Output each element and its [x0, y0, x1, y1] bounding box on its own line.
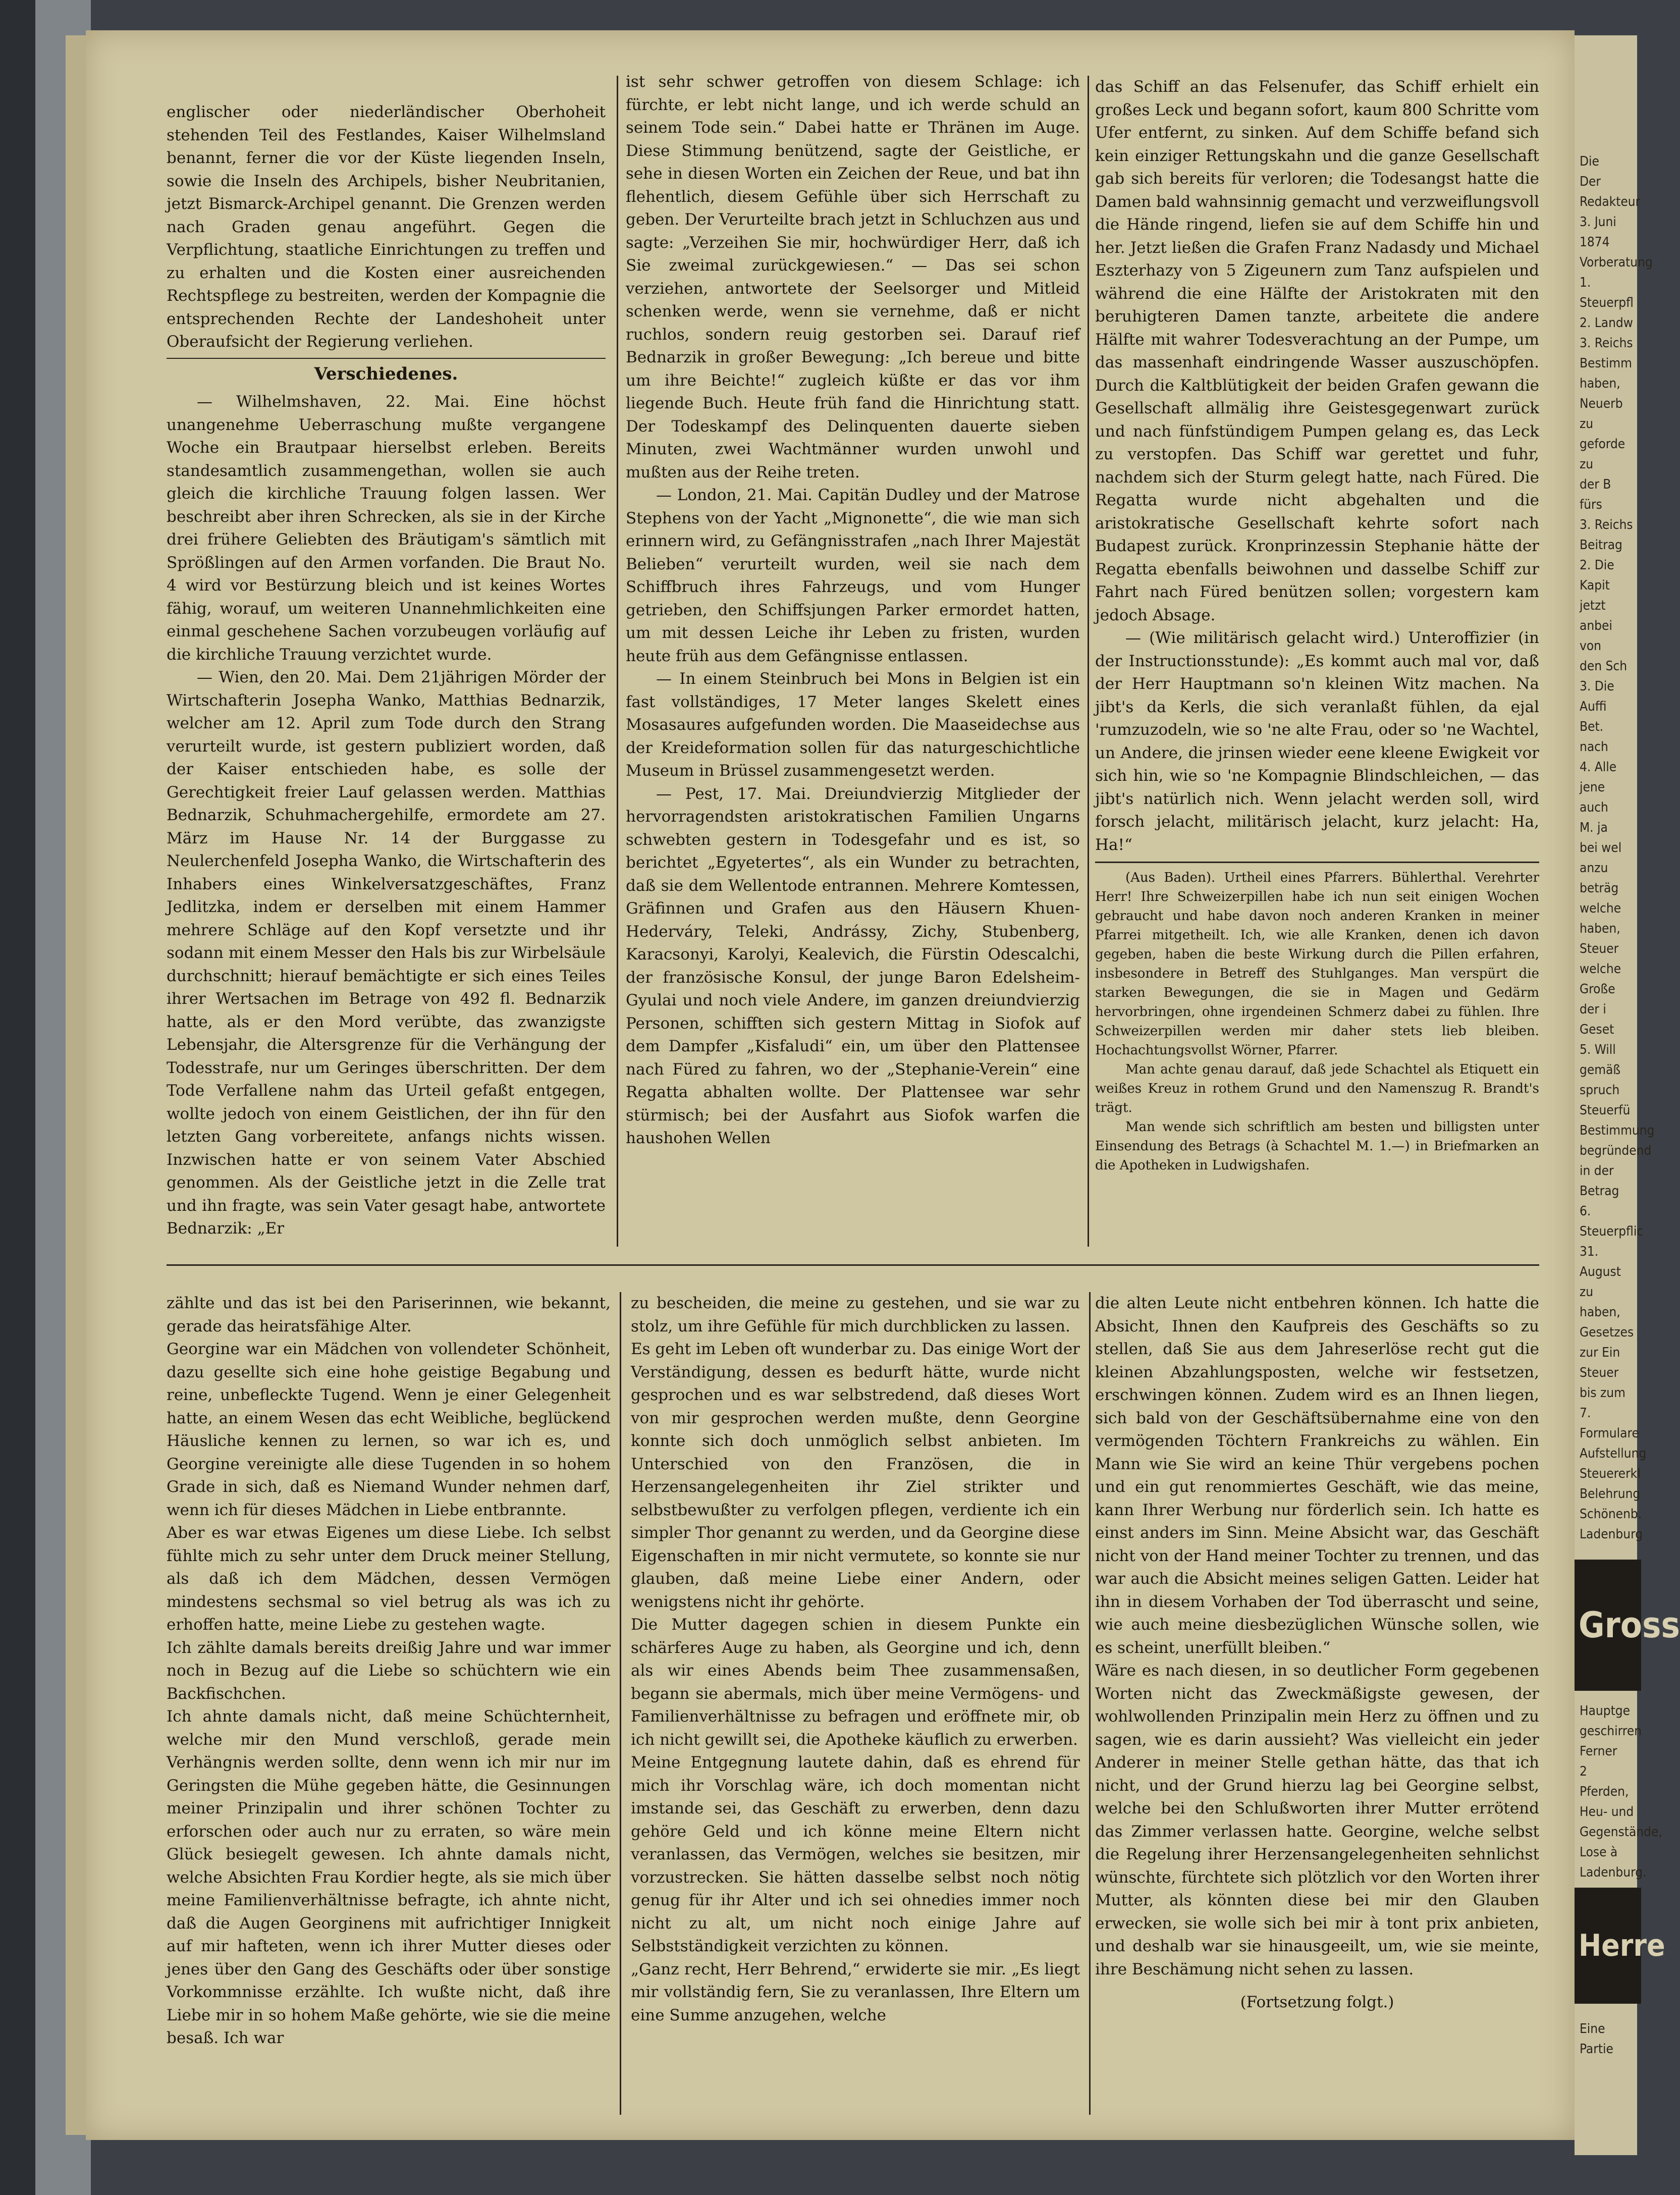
adjacent-page-text-lower: Hauptge geschirren Ferner 2 Pferden, Heu- und Gegenstände, Lose à Ladenburg.	[1580, 1703, 1662, 1880]
adjacent-page-banner: Gross	[1575, 1560, 1641, 1691]
feuilleton-column-1	[167, 1292, 611, 2050]
story-text: die alten Leute nicht entbehren können. Ich hatte die Absicht, Ihnen den Kaufpreis des Geschäfts so zu stellen, daß Sie aus dem Jahreserlöse recht gut die kleinen Abzahlungsposten, welche wir festsetzen, erschwingen können. Zudem wird es an Ihnen liegen, sich bald von der Geschäftsübernahme eine von den vermögenden Töchtern Frankreichs zu wählen. Ein Mann wie Sie wird an keine Thür vergebens pochen und ein gut renommiertes Geschäft, wie das meine, kann Ihrer Werbung nur förderlich sein. Ich hatte es einst anders im Sinn. Meine Absicht war, das Geschäft nicht von der Hand meiner Tochter zu trennen, und das war auch die Absicht meines seligen Gatten. Leider hat ihn in diesem Vorhaben der Tod überrascht und seine, wie auch meine diesbezüglichen Wünsche sollen, wie es scheint, unerfüllt bleiben.“ Wäre es nach diesen, in so deutlicher Form gegebenen Worten nicht das Zweckmäßigste gewesen, der wohlwollenden Prinzipalin mein Herz zu öffnen und zu sagen, wie es darin aussieht? Was vielleicht ein jeder Anderer in meiner Stelle gethan hätte, das that ich nicht, und der Grund hierzu lag bei Georgine selbst, welche bei den Schlußworten ihrer Mutter errötend das Zimmer verlassen hatte. Georgine, welche selbst die Regelung ihrer Herzensangelegenheiten sehnlichst wünschte, fürchtete sich plötzlich vor den Worten ihrer Mutter, als könnten diese bei mir den Glauben erwecken, sie wolle sich bei mir à tont prix anbieten, und deshalb war sie hinausgeeilt, um, wie sie meinte, ihre Beschämung nicht sehen zu lassen.	[1095, 1294, 1539, 1978]
column-divider	[617, 76, 618, 1247]
continuation-note: (Fortsetzung folgt.)	[1240, 1993, 1394, 2011]
feuilleton-rule	[167, 1264, 1539, 1266]
feuilleton-column-3	[1095, 1292, 1539, 2014]
article-pest: — Pest, 17. Mai. Dreiundvierzig Mitglieder der hervorragendsten aristokratischen Familien Ungarns schwebten gestern in Todesgefahr und es ist, so berichtet „Egyetertes“, als ein Wunder zu betrachten, daß sie dem Wellentode entrannen. Mehrere Komtessen, Gräfinnen und Grafen aus den Häusern Khuen-Hederváry, Teleki, Andrássy, Zichy, Stubenberg, Karacsonyi, Karolyi, Kealevich, die Fürstin Odescalchi, der französische Konsul, der junge Baron Edelsheim-Gyulai und noch viele Andere, im ganzen dreiundvierzig Personen, schifften sich gestern Mittag in Siofok auf dem Dampfer „Kisfaludi“ ein, um über den Plattensee nach Füred zu fahren, wo der „Stephanie-Verein“ eine Regatta abhalten wollte. Der Plattensee war sehr stürmisch; bei der Ausfahrt aus Siofok warfen die haushohen Wellen	[626, 784, 1080, 1147]
story-text: zählte und das ist bei den Pariserinnen, wie bekannt, gerade das heiratsfähige Alter. Georgine war ein Mädchen von vollendeter Schönheit, dazu gesellte sich eine hohe geistige Begabung und reine, unbefleckte Tugend. Wenn je einer Gelegenheit hatte, an einem Wesen das echt Weibliche, beglückend Häusliche kennen zu lernen, so war ich es, und Georgine vereinigte alle diese Tugenden in so hohem Grade in sich, daß es Niemand Wunder nehmen darf, wenn ich für dieses Mädchen in Liebe entbrannte. Aber es war etwas Eigenes um diese Liebe. Ich selbst fühlte mich zu sehr unter dem Druck meiner Stellung, als daß ich dem Mädchen, dessen Vermögen mindestens sechsmal so viel betrug als was ich zu erhoffen hatte, meine Liebe zu gestehen wagte. Ich zählte damals bereits dreißig Jahre und war immer noch in Bezug auf die Liebe so schüchtern wie ein Backfischchen. Ich ahnte damals nicht, daß meine Schüchternheit, welche mir den Mund verschloß, gerade mein Verhängnis werden sollte, denn wenn ich mir nur im Geringsten die Mühe gegeben hätte, die Gesinnungen meiner Prinzipalin und ihrer schönen Tochter zu erforschen oder auch nur zu erraten, so wäre mein Glück besiegelt gewesen. Ich ahnte damals nicht, welche Absichten Frau Kordier hegte, als sie mich über meine Familienverhältnisse befragte, ich ahnte nicht, daß die Augen Georginens mit aufrichtiger Innigkeit auf mir hafteten, wenn ich ihrer Mutter dieses oder jenes über den Gang des Geschäfts oder über sonstige Vorkommnisse erzählte. Ich wußte nicht, daß ihre Liebe mir in so hohem Maße gehörte, wie sie die meine besaß. Ich war	[167, 1294, 611, 2047]
adjacent-page	[1575, 35, 1680, 2155]
column-divider	[1089, 1292, 1091, 2115]
article-mons: — In einem Steinbruch bei Mons in Belgien ist ein fast vollständiges, 17 Meter langes Skelett eines Mosasaures aufgefunden worden. Die Maaseidechse aus der Kreideformation sollen für das naturgeschichtliche Museum in Brüssel zusammengesetzt werden.	[626, 670, 1080, 780]
adjacent-page-text-tail: Eine Partie	[1580, 2021, 1613, 2057]
article-militaerisch: — (Wie militärisch gelacht wird.) Unteroffizier (in der Instructionsstunde): „Es kommt auch mal vor, daß der Herr Hauptmann so'n kleinen Witz machen. Na jibt's da Kerls, die sich veranlaßt fühlen, da ejal 'rumzuzodeln, wie so 'ne alte Frau, oder so 'ne Wachtel, un Andere, die jrinsen wieder eene kleene Ewigkeit vor sich hin, wie so 'ne Kompagnie Blindschleichen, — das jibt's natürlich nich. Wenn jelacht werden soll, wird forsch jelacht, militärisch jelacht, kurz jelacht: Ha, Ha!“	[1095, 629, 1539, 854]
article-pest-continued: das Schiff an das Felsenufer, das Schiff erhielt ein großes Leck und begann sofort, kaum 800 Schritte vom Ufer entfernt, zu sinken. Auf dem Schiffe befand sich kein einziger Rettungskahn und die ganze Gesellschaft gab sich bereits für verloren; die Todesangst hatte die Damen bald wahnsinnig gemacht und verzweiflungsvoll die Hände ringend, liefen sie auf dem Schiffe hin und her. Jetzt ließen die Grafen Franz Nadasdy und Michael Eszterhazy von 5 Zigeunern zum Tanz aufspielen und während die eine Hälfte der Aristokraten mit den beruhigteren Damen tanzte, arbeitete die andere Hälfte mit wahrer Todesverachtung an der Pumpe, um das massenhaft eindringende Wasser auszuschöpfen. Durch die Kaltblütigkeit der beiden Grafen gewann die Gesellschaft allmälig ihre Geistesgegenwart zurück und nach fünfstündigem Pumpen gelang es, das Leck zu verstopfen. Das Schiff war gerettet und fuhr, nachdem sich der Sturm gelegt hatte, nach Füred. Die Regatta wurde nicht abgehalten und die aristokratische Gesellschaft kehrte sofort nach Budapest zurück. Kronprinzessin Stephanie hätte der Regatta ebenfalls beiwohnen und dasselbe Schiff zur Fahrt nach Füred benützen sollen; vorgestern kam jedoch Absage.	[1095, 78, 1539, 624]
article-wien-continued: ist sehr schwer getroffen von diesem Schlage: ich fürchte, er lebt nicht lange, und ich werde schuld an seinem Tode sein.“ Dabei hatte er Thränen im Auge. Diese Stimmung benützend, sagte der Geistliche, er sehe in diesen Worten ein Zeichen der Reue, und bat ihn flehentlich, diesem Gefühle über sich Herrschaft zu geben. Der Verurteilte brach jetzt in Schluchzen aus und sagte: „Verzeihen Sie mir, hochwürdiger Herr, daß ich Sie zweimal zurückgewiesen.“ — Das sei schon verziehen, antwortete der Seelsorger und Mitleid schenken werde, wenn sie vernehme, daß er nicht ruchlos, sondern reuig gestorben sei. Darauf rief Bednarzik in großer Bewegung: „Ich bereue und bitte um ihre Beichte!“ zugleich küßte er das vor ihm liegende Buch. Heute früh fand die Hinrichtung statt. Der Todeskampf des Delinquenten dauerte sieben Minuten, zwei Wachtmänner wurden unwohl und mußten aus der Reihe treten.	[626, 73, 1080, 481]
adjacent-page-banner-2: Herre	[1575, 1888, 1641, 2004]
advert-divider	[1095, 862, 1539, 863]
article-wilhelmshaven: — Wilhelmshaven, 22. Mai. Eine höchst unangenehme Ueberraschung mußte vergangene Woche ein Brautpaar hierselbst erleben. Bereits standesamtlich zusammengethan, wollen sie auch gleich die kirchliche Trauung folgen lassen. Wer beschreibt aber ihren Schrecken, als sie in der Kirche drei frühere Geliebten des Bräutigam's sämtlich mit Sprößlingen auf den Armen vorfanden. Die Braut No. 4 wird vor Bestürzung bleich und ist keines Wortes fähig, worauf, um weiteren Unannehmlichkeiten eine einmal geschehene Sachen vorzubeugen vorläufig auf die kirchliche Trauung verzichtet wurde.	[167, 393, 606, 664]
column-1	[167, 101, 606, 1241]
advert-schweizerpillen: (Aus Baden). Urtheil eines Pfarrers. Bühlerthal. Verehrter Herr! Ihre Schweizerpillen habe ich nun seit einigen Wochen gebraucht und habe davon noch anderen Kranken in meiner Pfarrei mitgetheilt. Ich, wie alle Kranken, denen ich davon gegeben, haben die beste Wirkung durch die Pillen erfahren, insbesondere in Betreff des Stuhlganges. Man verspürt die starken Bewegungen, die sie in Magen und Gedärm hervorbringen, ohne irgendeinen Schmerz dabei zu fühlen. Ihre Schweizerpillen werden mir daher stets lieb bleiben. Hochachtungsvollst Wörner, Pfarrer.	[1095, 870, 1539, 1058]
column-divider	[620, 1292, 621, 2115]
section-divider	[167, 358, 606, 359]
section-heading-verschiedenes: Verschiedenes.	[314, 363, 458, 384]
scanner-background	[0, 0, 35, 2195]
advert-bestellung: Man wende sich schriftlich am besten und billigsten unter Einsendung des Betrags (à Schachtel M. 1.—) in Briefmarken an die Apotheken in Ludwigshafen.	[1095, 1119, 1539, 1173]
adjacent-page-text: Die Der Redakteur 3. Juni 1874 Vorberatung 1. Steuerpfl 2. Landw 3. Reichs Bestimm haben, Neuerb zu geforde zu der B fürs 3. Reichs Beitrag 2. Die Kapit jetzt anbei von den Sch 3. Die Auffi Bet. nach 4. Alle jene auch M. ja bei wel anzu beträg welche haben, Steuer welche Große der i Geset 5. Will gemäß spruch Steuerfü Bestimmung begründend in der Betrag 6. Steuerpflic 31. August zu haben, Gesetzes zur Ein Steuer bis zum 7. Formulare Aufstellung Steuererkl Belehrung Schönenb. Ladenburg	[1580, 154, 1655, 1542]
story-text: zu bescheiden, die meine zu gestehen, und sie war zu stolz, um ihre Gefühle für mich durchblicken zu lassen. Es geht im Leben oft wunderbar zu. Das einige Wort der Verständigung, dessen es bedurft hätte, wurde nicht gesprochen und es war selbstredend, daß dieses Wort von mir gesprochen werden mußte, denn Georgine konnte sich doch unmöglich selbst anbieten. Im Unterschied von den Französen, die in Herzensangelegenheiten ihr Ziel strikter und selbstbewußter zu verfolgen pflegen, verdiente ich ein simpler Thor genannt zu werden, und da Georgine diese Eigenschaften in mir nicht vermutete, so konnte sie nur glauben, daß meine Liebe einer Andern, oder wenigstens nicht ihr gehörte. Die Mutter dagegen schien in diesem Punkte ein schärferes Auge zu haben, als Georgine und ich, denn als wir eines Abends beim Thee zusammensaßen, begann sie abermals, mich über meine Vermögens- und Familienverhältnisse zu befragen und eröffnete mir, ob ich nicht gewillt sei, die Apotheke käuflich zu erwerben. Meine Entgegnung lautete dahin, daß es ehrend für mich ihr Vorschlag wäre, ich doch momentan nicht imstande sei, das Geschäft zu erwerben, denn dazu gehöre Geld und ich könne meine Eltern nicht veranlassen, das Vermögen, welches sie besitzen, mir vorzustrecken. Sie hätten dasselbe selbst noch nötig genug für ihr Alter und ich sei ohnedies immer noch nicht zu alt, um nicht noch einige Jahre auf Selbstständigkeit verzichten zu können. „Ganz recht, Herr Behrend,“ erwiderte sie mir. „Es liegt mir vollständig fern, Sie zu veranlassen, Ihre Eltern um eine Summe anzugehen, welche	[631, 1294, 1080, 2024]
feuilleton-column-2	[631, 1292, 1080, 2027]
column-3	[1095, 76, 1539, 1175]
article-london: — London, 21. Mai. Capitän Dudley und der Matrose Stephens von der Yacht „Mignonette“, die wie man sich erinnern wird, zu Gefängnisstrafen „nach Ihrer Majestät Belieben“ verurteilt wurden, weil sie nach dem Schiffbruch ihres Fahrzeugs, und vom Hunger getrieben, den Schiffsjungen Parker ermordet hatten, um mit dessen Leiche ihr Leben zu fristen, wurden heute früh aus dem Gefängnisse entlassen.	[626, 486, 1080, 665]
article-wien: — Wien, den 20. Mai. Dem 21jährigen Mörder der Wirtschafterin Josepha Wanko, Matthias Bednarzik, welcher am 12. April zum Tode durch den Strang verurteilt wurde, ist gestern publiziert worden, daß der Kaiser entschieden habe, es solle der Gerechtigkeit freier Lauf gelassen werden. Matthias Bednarzik, Schuhmachergehilfe, ermordete am 27. März im Hause Nr. 14 der Burggasse zu Neulerchenfeld Josepha Wanko, die Wirtschafterin des Inhabers eines Winkelversatzgeschäftes, Franz Jedlitzka, indem er derselben mit einem Hammer mehrere Schläge auf den Kopf versetzte und ihr sodann mit einem Messer den Hals bis zur Wirbelsäule durchschnitt; hierauf bemächtigte er sich eines Teiles ihrer Wertsachen im Betrage von 492 fl. Bednarzik hatte, als er den Mord verübte, das zwanzigste Lebensjahr, die Altersgrenze für die Verhängung der Todesstrafe, nur um Geringes überschritten. Der dem Tode Verfallene nahm das Urteil gefaßt entgegen, wollte jedoch von einem Geistlichen, der ihn für den letzten Gang vorbereitete, anfangs nichts wissen. Inzwischen hatte er von seinem Vater Abschied genommen. Als der Geistliche jetzt in die Zelle trat und ihn fragte, was sein Vater gesagt habe, antwortete Bednarzik: „Er	[167, 668, 606, 1238]
column-2	[626, 71, 1080, 1150]
column-divider	[1088, 76, 1089, 1247]
advert-etiquett: Man achte genau darauf, daß jede Schachtel als Etiquett ein weißes Kreuz in rothem Grund und den Namenszug R. Brandt's trägt.	[1095, 1062, 1539, 1115]
colonial-text: englischer oder niederländischer Oberhoheit stehenden Teil des Festlandes, Kaiser Wilhelmsland benannt, ferner die vor der Küste liegenden Inseln, sowie die Inseln des Archipels, bisher Neubritanien, jetzt Bismarck-Archipel genannt. Die Grenzen werden nach Graden genau angeführt. Gegen die Verpflichtung, staatliche Einrichtungen zu treffen und zu erhalten und die Kosten einer ausreichenden Rechtspflege zu bestreiten, werden der Kompagnie die entsprechenden Rechte der Landeshoheit unter Oberaufsicht der Regierung verliehen.	[167, 103, 606, 351]
